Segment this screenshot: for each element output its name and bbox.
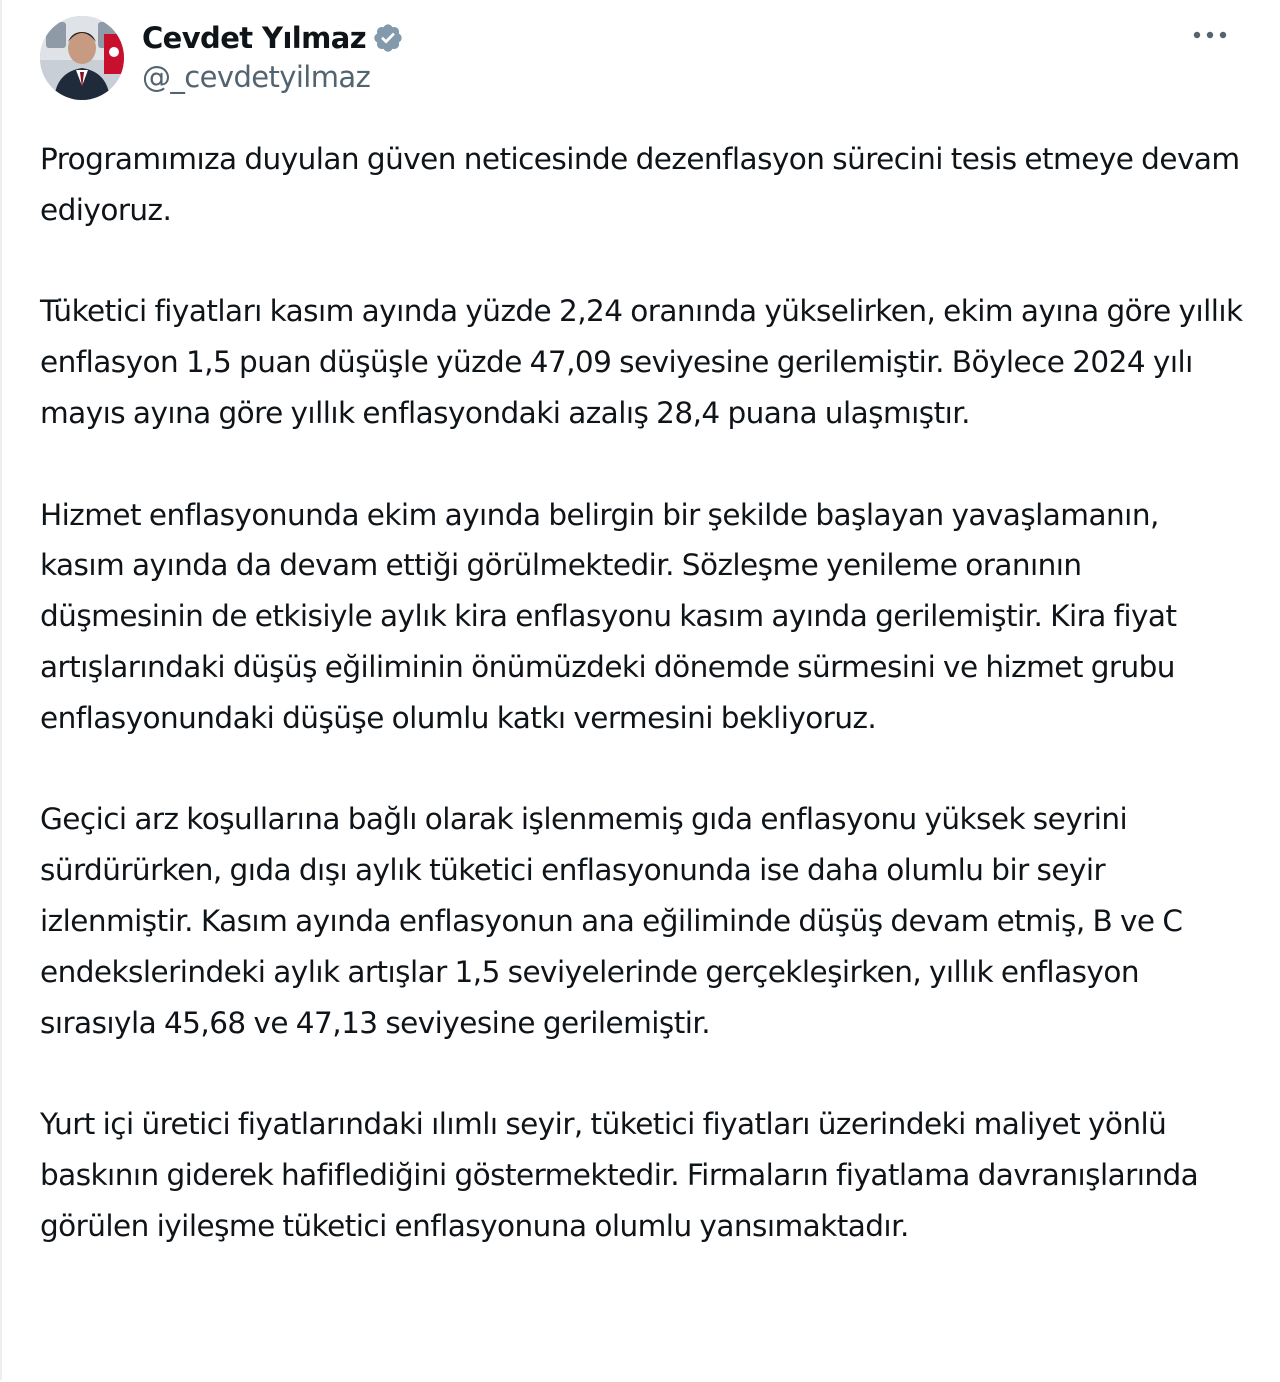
tweet-text [40, 134, 1245, 1302]
more-options-icon [1193, 31, 1227, 39]
tweet-paragraph: Yurt içi üretici fiyatlarındaki ılımlı seyir, tüketici fiyatları üzerindeki maliyet yönlü baskının giderek hafiflediğini göstermektedir. Firmaların fiyatlama davranışlarında görülen iyileşme tüketici enflasyonuna olumlu yansımaktadır. [40, 1107, 1199, 1243]
author-block [142, 18, 404, 94]
display-name[interactable]: Cevdet Yılmaz [142, 21, 366, 55]
tweet-paragraph: Geçici arz koşullarına bağlı olarak işlenmemiş gıda enflasyonu yüksek seyrini sürdürürken, gıda dışı aylık tüketici enflasyonunda ise daha olumlu bir seyir izlenmiştir. Kasım ayında enflasyonun ana eğiliminde düşüş devam etmiş, B ve C endekslerindeki aylık artışlar 1,5 seviyelerinde gerçekleşirken, yıllık enflasyon sırasıyla 45,68 ve 47,13 seviyesine gerilemiştir. [40, 802, 1183, 1040]
tweet-header [40, 14, 1240, 104]
name-row [142, 18, 404, 58]
avatar[interactable] [40, 16, 124, 100]
avatar-icon [40, 16, 124, 100]
verified-badge-icon [372, 22, 404, 54]
tweet-paragraph: Programımıza duyulan güven neticesinde dezenflasyon sürecini tesis etmeye devam ediyoruz. [40, 142, 1240, 227]
tweet-paragraph: Hizmet enflasyonunda ekim ayında belirgin bir şekilde başlayan yavaşlamanın, kasım ayında da devam ettiği görülmektedir. Sözleşme yenileme oranının düşmesinin de etkisiyle aylık kira enflasyonu kasım ayında gerilemiştir. Kira fiyat artışlarındaki düşüş eğiliminin önümüzdeki dönemde sürmesini ve hizmet grubu enflasyonundaki düşüşe olumlu katkı vermesini bekliyoruz. [40, 497, 1177, 735]
more-options-button[interactable] [1188, 20, 1232, 50]
tweet-paragraph: Tüketici fiyatları kasım ayında yüzde 2,24 oranında yükselirken, ekim ayına göre yıllık enflasyon 1,5 puan düşüşle yüzde 47,09 seviyesine gerilemiştir. Böylece 2024 yılı mayıs ayına göre yıllık enflasyondaki azalış 28,4 puana ulaşmıştır. [40, 294, 1243, 430]
handle[interactable]: @_cevdetyilmaz [142, 60, 371, 94]
